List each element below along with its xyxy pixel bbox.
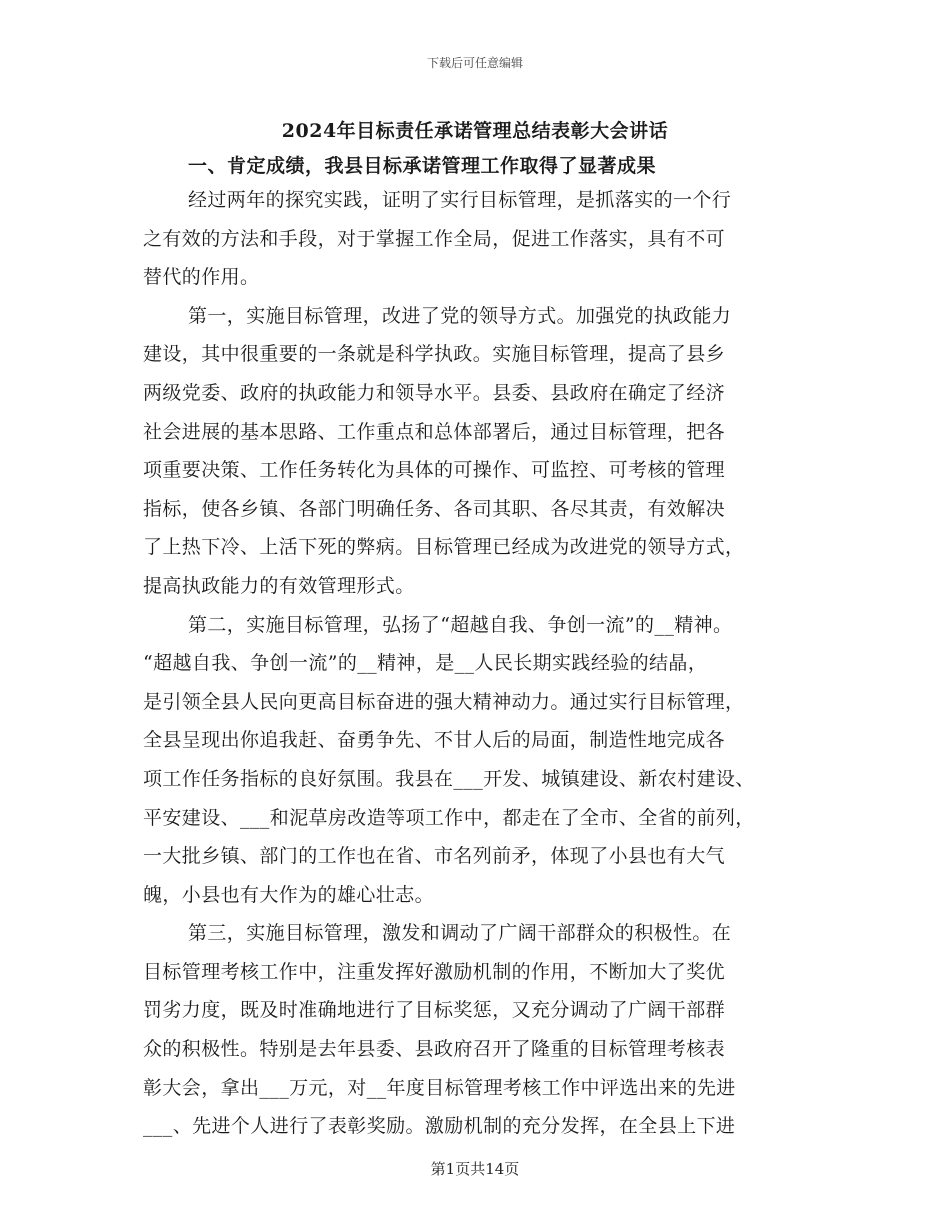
text-line: 项工作任务指标的良好氛围。我县在___开发、城镇建设、新农村建设、 — [143, 767, 755, 790]
text-line: 全县呈现出你追我赶、奋勇争先、不甘人后的局面，制造性地完成各 — [143, 729, 726, 752]
text-line: 平安建设、___和泥草房改造等项工作中，都走在了全市、全省的前列， — [143, 806, 755, 829]
text-line: 魄，小县也有大作为的雄心壮志。 — [143, 883, 435, 906]
text-line: 社会进展的基本思路、工作重点和总体部署后，通过目标管理，把各 — [143, 420, 726, 443]
text-line: 彰大会，拿出___万元，对__年度目标管理考核工作中评选出来的先进 — [143, 1076, 736, 1099]
document-body — [143, 181, 823, 1146]
text-line: 了上热下冷、上活下死的弊病。目标管理已经成为改进党的领导方式， — [143, 536, 745, 559]
text-line: 罚劣力度，既及时准确地进行了目标奖惩，又充分调动了广阔干部群 — [143, 999, 726, 1022]
paragraph — [143, 914, 823, 1146]
text-line: 一大批乡镇、部门的工作也在省、市名列前矛，体现了小县也有大气 — [143, 845, 726, 868]
text-line: ___、先进个人进行了表彰奖励。激励机制的充分发挥，在全县上下进 — [143, 1115, 736, 1138]
text-line: 众的积极性。特别是去年县委、县政府召开了隆重的目标管理考核表 — [143, 1038, 726, 1061]
text-line: 指标，使各乡镇、各部门明确任务、各司其职、各尽其责，有效解决 — [143, 497, 726, 520]
text-line: “超越自我、争创一流”的__精神，是__人民长期实践经验的结晶， — [143, 652, 708, 675]
text-line: 经过两年的探究实践，证明了实行目标管理，是抓落实的一个行 — [188, 189, 732, 211]
text-line: 第三，实施目标管理，激发和调动了广阔干部群众的积极性。在 — [188, 922, 732, 945]
text-line: 建设，其中很重要的一条就是科学执政。实施目标管理，提高了县乡 — [143, 343, 726, 366]
paragraph — [143, 297, 823, 606]
page-footer: 第1页共14页 — [430, 1160, 520, 1178]
text-line: 两级党委、政府的执政能力和领导水平。县委、县政府在确定了经济 — [143, 381, 726, 404]
text-line: 项重要决策、工作任务转化为具体的可操作、可监控、可考核的管理 — [143, 459, 726, 482]
header-note: 下载后可任意编辑 — [426, 56, 523, 70]
text-line: 替代的作用。 — [143, 266, 260, 289]
text-line: 是引领全县人民向更高目标奋进的强大精神动力。通过实行目标管理， — [143, 690, 745, 713]
section-heading: 一、肯定成绩，我县目标承诺管理工作取得了显著成果 — [188, 155, 657, 177]
text-line: 之有效的方法和手段，对于掌握工作全局，促进工作落实，具有不可 — [143, 227, 726, 250]
document-title: 2024年目标责任承诺管理总结表彰大会讲话 — [281, 120, 669, 142]
paragraph — [143, 606, 823, 915]
paragraph — [143, 181, 823, 297]
text-line: 第一，实施目标管理，改进了党的领导方式。加强党的执政能力 — [188, 304, 732, 327]
text-line: 目标管理考核工作中，注重发挥好激励机制的作用，不断加大了奖优 — [143, 960, 726, 983]
text-line: 第二，实施目标管理，弘扬了“超越自我、争创一流”的__精神。 — [188, 613, 733, 636]
text-line: 提高执政能力的有效管理形式。 — [143, 574, 415, 597]
